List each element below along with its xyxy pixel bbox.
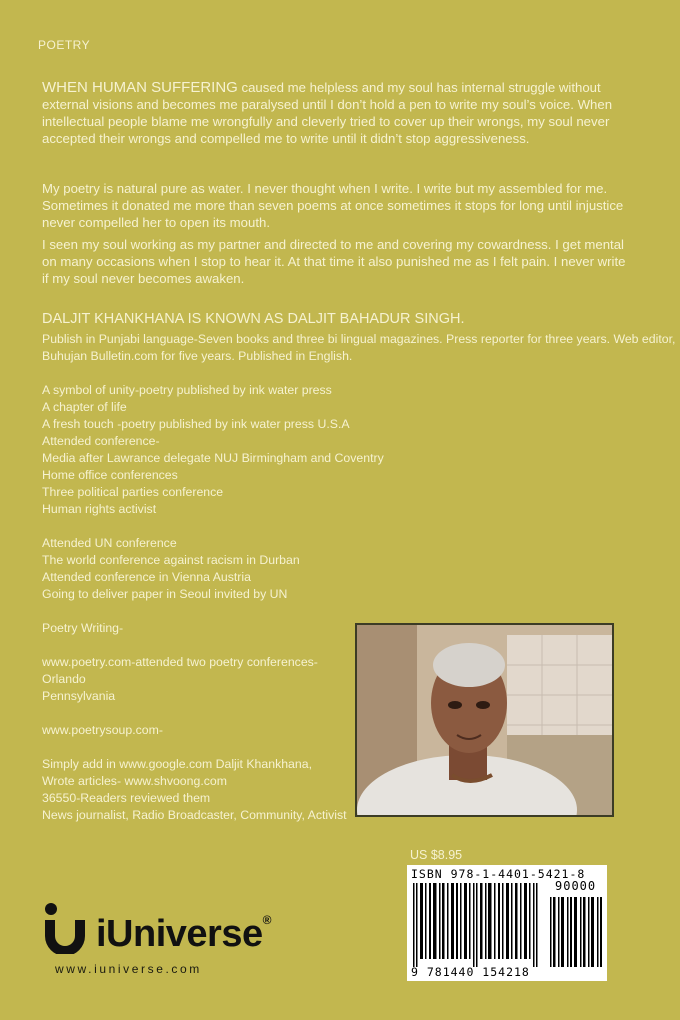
works-item: Three political parties conference [42, 485, 224, 499]
bio-line: Publish in Punjabi language-Seven books and three bi lingual magazines. Press reporter for three years. Web editor, [42, 332, 676, 346]
poetrysoup-line: www.poetrysoup.com- [42, 723, 163, 737]
iuniverse-logo-icon [42, 902, 92, 954]
works-item: Attended conference- [42, 434, 160, 448]
poetry-paragraph: My poetry is natural pure as water. I never thought when I write. I write but my assembled for me. Sometimes it donated me more than seven poems at once sometimes it stops for long until injustice never compelled her to open its mouth. [42, 181, 624, 230]
works-item: Media after Lawrance delegate NUJ Birmingham and Coventry [42, 451, 384, 465]
conference-item: The world conference against racism in Durban [42, 553, 300, 567]
conference-item: Going to deliver paper in Seoul invited by UN [42, 587, 288, 601]
works-item: A chapter of life [42, 400, 127, 414]
articles-line: Wrote articles- www.shvoong.com [42, 774, 227, 788]
price-code: 90000 [555, 879, 597, 893]
publisher-name: iUniverse [96, 913, 263, 955]
place-line: Orlando [42, 672, 86, 686]
works-item: A symbol of unity-poetry published by ink water press [42, 383, 332, 397]
google-line: Simply add in www.google.com Daljit Khankhana, [42, 757, 312, 771]
addon-bars [549, 897, 603, 967]
ean-bars [411, 883, 541, 967]
works-item: Human rights activist [42, 502, 157, 516]
poetry-com-line: www.poetry.com-attended two poetry conferences- [42, 655, 318, 669]
soul-paragraph: I seen my soul working as my partner and directed to me and covering my cowardness. I get mental on many occasions when I stop to hear it. At that time it also punished me as I felt pain. I never write if my soul never becomes awaken. [42, 237, 626, 286]
poetry-writing-heading: Poetry Writing- [42, 621, 124, 635]
registered-mark: ® [262, 913, 271, 927]
roles-line: News journalist, Radio Broadcaster, Community, Activist [42, 808, 347, 822]
bio-line: Buhujan Bulletin.com for five years. Published in English. [42, 349, 353, 363]
intro-paragraph [42, 79, 632, 147]
intro-lead: WHEN HUMAN SUFFERING [42, 79, 238, 96]
author-photo [355, 623, 614, 817]
publisher-website: www.iuniverse.com [55, 962, 202, 976]
bio-heading: DALJIT KHANKHANA IS KNOWN AS DALJIT BAHADUR SINGH. [42, 311, 465, 327]
works-item: A fresh touch -poetry published by ink water press U.S.A [42, 417, 350, 431]
barcode-digits: 9 781440 154218 [411, 965, 530, 979]
place-line: Pennsylvania [42, 689, 116, 703]
isbn-barcode [407, 865, 607, 981]
isbn-text: ISBN 978-1-4401-5421-8 [411, 867, 586, 881]
price-label: US $8.95 [410, 848, 463, 862]
author-photo-illustration [357, 625, 612, 815]
readers-line: 36550-Readers reviewed them [42, 791, 211, 805]
works-item: Home office conferences [42, 468, 178, 482]
conference-item: Attended UN conference [42, 536, 177, 550]
intro-text: caused me helpless and my soul has internal struggle without external visions and becomes me paralysed until I don’t hold a pen to write my soul’s voice. When intellectual people blame me wrongfully and cleverly tried to cover up their wrongs, my soul never accepted their wrongs and compelled me to write until it didn’t stop aggressiveness. [42, 80, 613, 146]
category-label: POETRY [38, 38, 91, 52]
conference-item: Attended conference in Vienna Austria [42, 570, 251, 584]
publisher-logo-text [96, 913, 271, 956]
